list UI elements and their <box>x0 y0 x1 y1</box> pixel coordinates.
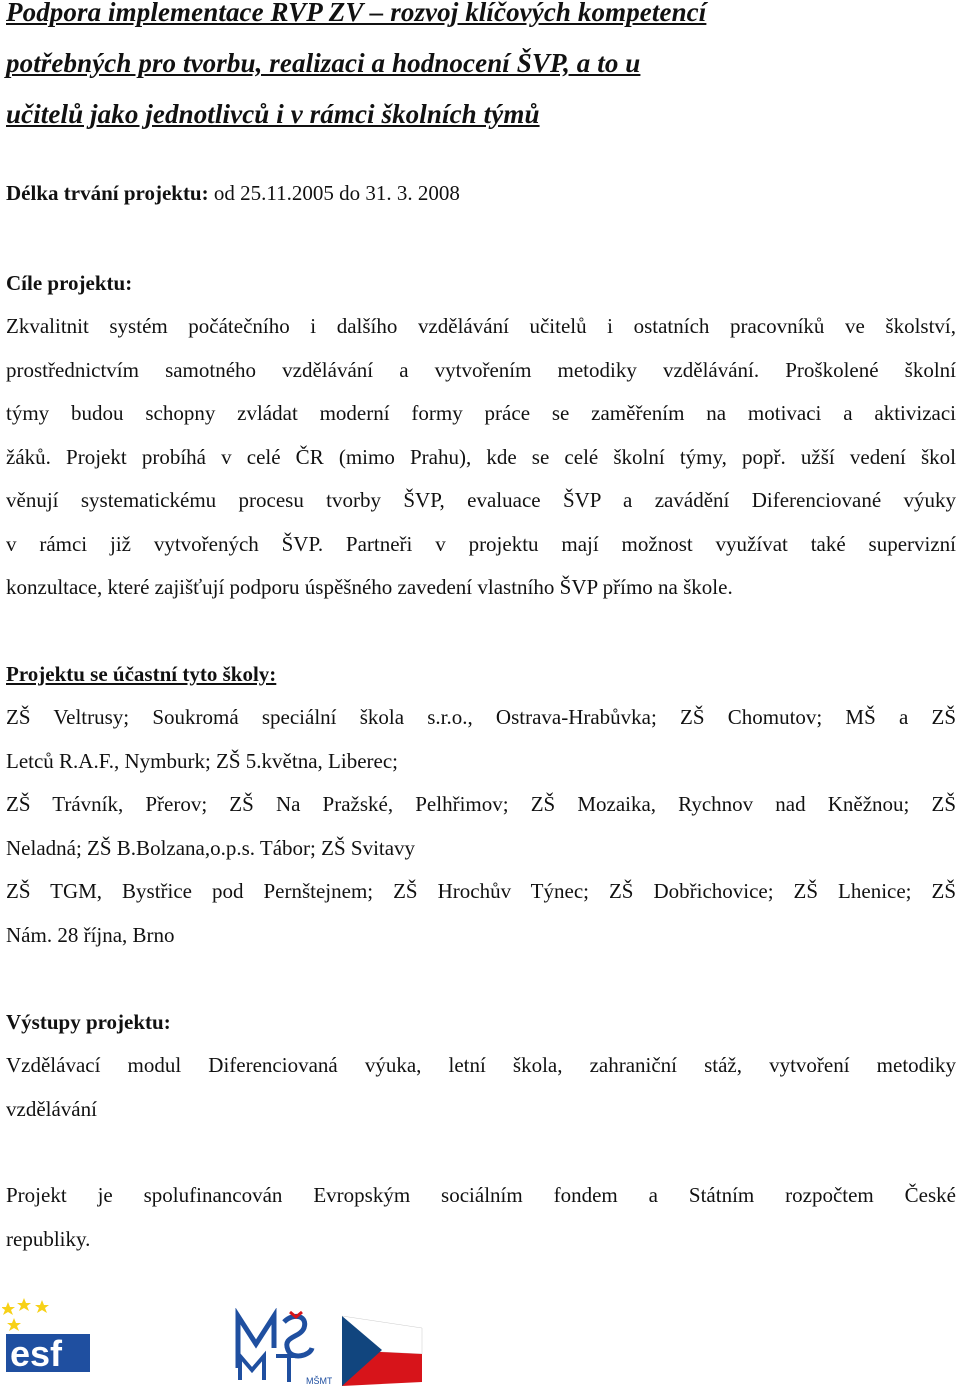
funding-line: Projekt je spolufinancován Evropským sociálním fondem a Státním rozpočtem České <box>6 1183 956 1207</box>
esf-logo-text: esf <box>10 1333 63 1374</box>
schools-line: Nám. 28 října, Brno <box>6 922 175 947</box>
duration-label: Délka trvání projektu: <box>6 181 209 205</box>
schools-line: Neladná; ZŠ B.Bolzana,o.p.s. Tábor; ZŠ Svitavy <box>6 835 416 860</box>
document-title <box>6 0 956 140</box>
goals-line: konzultace, které zajišťují podporu úspěšného zavedení vlastního ŠVP přímo na škole. <box>6 575 733 599</box>
msmt-logo-text: MŠMT <box>306 1376 332 1386</box>
logo-strip <box>2 1296 422 1386</box>
goals-paragraph <box>6 305 956 610</box>
msmt-logo-icon <box>232 1308 332 1388</box>
schools-line: Letců R.A.F., Nymburk; ZŠ 5.května, Liberec; <box>6 748 398 773</box>
schools-line: ZŠ Trávník, Přerov; ZŠ Na Pražské, Pelhřimov; ZŠ Mozaika, Rychnov nad Kněžnou; ZŠ <box>6 792 956 816</box>
duration-value: od 25.11.2005 do 31. 3. 2008 <box>208 181 460 205</box>
goals-line: Zkvalitnit systém počátečního i dalšího vzdělávání učitelů i ostatních pracovníků ve školství, <box>6 314 956 338</box>
project-duration <box>6 172 956 216</box>
funding-paragraph <box>6 1174 956 1261</box>
outputs-line: Vzdělávací modul Diferenciovaná výuka, letní škola, zahraniční stáž, vytvoření metodiky <box>6 1053 956 1077</box>
schools-line: ZŠ Veltrusy; Soukromá speciální škola s.r.o., Ostrava-Hrabůvka; ZŠ Chomutov; MŠ a ZŠ <box>6 705 956 729</box>
title-line: učitelů jako jednotlivců i v rámci školních týmů <box>6 99 540 129</box>
outputs-line: vzdělávání <box>6 1096 97 1121</box>
schools-list <box>6 696 956 957</box>
outputs-paragraph <box>6 1044 956 1131</box>
goals-heading: Cíle projektu: <box>6 271 133 295</box>
schools-heading: Projektu se účastní tyto školy: <box>6 662 277 686</box>
title-line: Podpora implementace RVP ZV – rozvoj klíčových kompetencí <box>6 0 707 27</box>
outputs-heading: Výstupy projektu: <box>6 1010 171 1034</box>
goals-line: týmy budou schopny zvládat moderní formy práce se zaměřením na motivaci a aktivizaci <box>6 401 956 425</box>
funding-line: republiky. <box>6 1226 91 1251</box>
goals-line: žáků. Projekt probíhá v celé ČR (mimo Prahu), kde se celé školní týmy, popř. užší vedení škol <box>6 444 956 469</box>
schools-line: ZŠ TGM, Bystřice pod Pernštejnem; ZŠ Hrochův Týnec; ZŠ Dobřichovice; ZŠ Lhenice; ZŠ <box>6 879 956 903</box>
title-line: potřebných pro tvorbu, realizaci a hodnocení ŠVP, a to u <box>6 48 641 78</box>
esf-logo-icon <box>2 1296 94 1376</box>
czech-flag-icon <box>342 1310 424 1388</box>
goals-line: věnují systematickému procesu tvorby ŠVP, evaluace ŠVP a zavádění Diferenciované výuky <box>6 488 956 512</box>
goals-line: prostřednictvím samotného vzdělávání a vytvořením metodiky vzdělávání. Proškolené školní <box>6 357 956 382</box>
goals-line: v rámci již vytvořených ŠVP. Partneři v projektu mají možnost využívat také supervizní <box>6 531 956 556</box>
